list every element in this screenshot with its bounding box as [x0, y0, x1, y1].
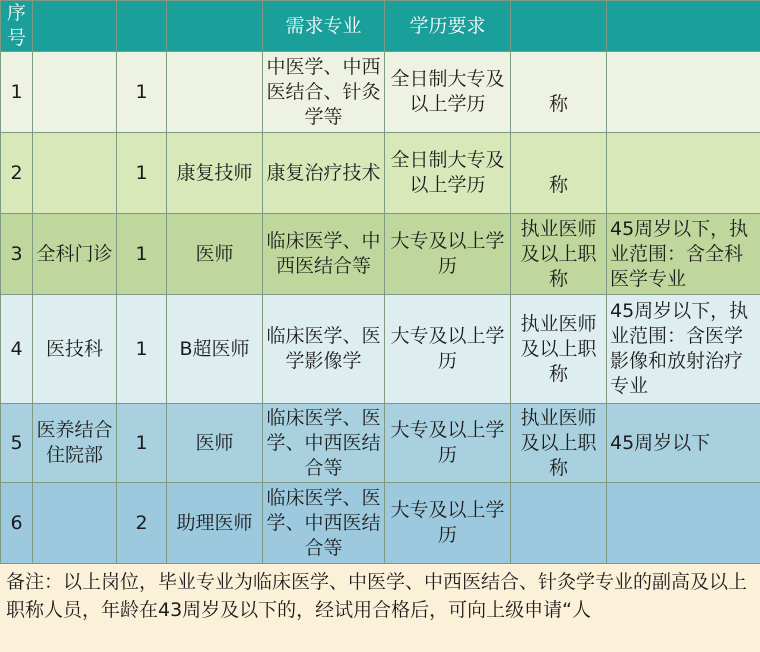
cell-other: 45周岁以下，执业范围：含全科医学专业	[607, 214, 760, 295]
header-title	[511, 1, 607, 52]
header-num	[117, 1, 167, 52]
cell-post: 医师	[167, 214, 263, 295]
cell-no: 5	[1, 404, 33, 483]
cell-education: 大专及以上学历	[385, 295, 511, 404]
cell-no: 1	[1, 52, 33, 133]
cell-post: 医师	[167, 404, 263, 483]
cell-major: 临床医学、中西医结合等	[263, 214, 385, 295]
cell-title: 执业医师及以上职称	[511, 404, 607, 483]
header-education: 学历要求	[385, 1, 511, 52]
cell-major: 康复治疗技术	[263, 133, 385, 214]
cell-num: 1	[117, 295, 167, 404]
table-row	[1, 214, 760, 295]
header-dept	[33, 1, 117, 52]
table-row	[1, 133, 760, 214]
header-no: 序号	[1, 1, 33, 52]
cell-other: 45周岁以下，执业范围：含医学影像和放射治疗专业	[607, 295, 760, 404]
cell-no: 6	[1, 483, 33, 564]
cell-post: 助理医师	[167, 483, 263, 564]
cell-major: 中医学、中西医结合、针灸学等	[263, 52, 385, 133]
table-row	[1, 483, 760, 564]
table-row	[1, 295, 760, 404]
cell-major: 临床医学、医学、中西医结合等	[263, 404, 385, 483]
cell-dept	[33, 133, 117, 214]
cell-no: 2	[1, 133, 33, 214]
cell-post	[167, 52, 263, 133]
cell-num: 2	[117, 483, 167, 564]
header-major: 需求专业	[263, 1, 385, 52]
header-row	[1, 1, 760, 52]
header-post	[167, 1, 263, 52]
cell-num: 1	[117, 52, 167, 133]
cell-other	[607, 52, 760, 133]
cell-other: 45周岁以下	[607, 404, 760, 483]
cell-title	[511, 483, 607, 564]
cell-num: 1	[117, 404, 167, 483]
cell-dept	[33, 52, 117, 133]
cell-title: 称	[511, 52, 607, 133]
table-row	[1, 52, 760, 133]
cell-dept: 医养结合住院部	[33, 404, 117, 483]
cell-title: 执业医师及以上职称	[511, 295, 607, 404]
remarks-note: 备注：以上岗位，毕业专业为临床医学、中医学、中西医结合、针灸学专业的副高及以上职称人员，年龄在43周岁及以下的，经试用合格后，可向上级申请“人	[0, 563, 760, 652]
cell-post: B超医师	[167, 295, 263, 404]
cell-no: 3	[1, 214, 33, 295]
cell-dept: 全科门诊	[33, 214, 117, 295]
cell-education: 大专及以上学历	[385, 214, 511, 295]
cell-dept: 医技科	[33, 295, 117, 404]
table-row	[1, 404, 760, 483]
cell-other	[607, 133, 760, 214]
cell-education: 全日制大专及以上学历	[385, 133, 511, 214]
cell-num: 1	[117, 133, 167, 214]
cell-education: 全日制大专及以上学历	[385, 52, 511, 133]
cell-education: 大专及以上学历	[385, 404, 511, 483]
cell-title: 称	[511, 133, 607, 214]
cell-post: 康复技师	[167, 133, 263, 214]
cell-major: 临床医学、医学、中西医结合等	[263, 483, 385, 564]
cell-title: 执业医师及以上职称	[511, 214, 607, 295]
cell-major: 临床医学、医学影像学	[263, 295, 385, 404]
cell-dept	[33, 483, 117, 564]
cell-education: 大专及以上学历	[385, 483, 511, 564]
cell-num: 1	[117, 214, 167, 295]
cell-no: 4	[1, 295, 33, 404]
cell-other	[607, 483, 760, 564]
header-other	[607, 1, 760, 52]
